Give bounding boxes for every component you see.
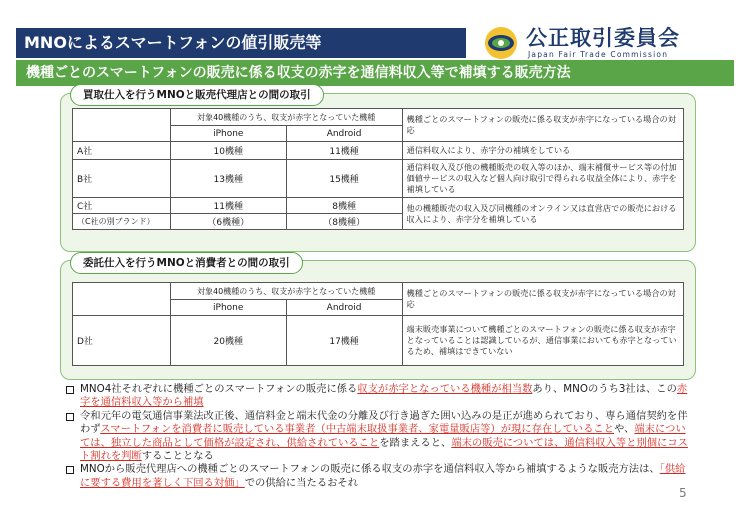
row-android: 11機種 (286, 142, 402, 160)
consignment-table (72, 282, 684, 366)
bullet-item (66, 410, 694, 464)
bullet-highlight: 端末の販売については、通信料収入等と別個にコスト割れを判断 (80, 436, 688, 463)
row-note: 他の機種販売の収入及び同機種のオンライン又は直営店での販売における収入により、赤字分を補填している (402, 198, 683, 230)
bullet-text: あり、MNOのうち3社は、この (532, 383, 677, 395)
row-iphone: 11機種 (170, 198, 286, 214)
bullet-highlight: 赤字を通信料収入等から補填 (80, 383, 688, 409)
row-name: D社 (73, 316, 171, 366)
bullet-highlight: 端末については、独立した商品として価格が設定され、供給されていること (80, 423, 686, 449)
square-bullet-icon (66, 386, 74, 394)
col-android-header: Android (286, 126, 402, 142)
square-bullet-icon (66, 413, 74, 421)
table-row (73, 160, 684, 198)
row-iphone: 20機種 (170, 316, 286, 366)
table-corner (73, 109, 171, 142)
row-note: 通信料収入により、赤字分の補填をしている (402, 142, 683, 160)
col-note-header: 機種ごとのスマートフォンの販売に係る収支が赤字になっている場合の対応 (402, 109, 683, 142)
page-number: 5 (679, 486, 687, 500)
jftc-logo (484, 22, 734, 62)
panel-consignment-tab: 委託仕入を行うMNOと消費者との間の取引 (70, 252, 303, 274)
bullet-item (66, 463, 694, 490)
bullet-text: 令和元年の電気通信事業法改正後、通信料金と端末代金の分離及び行き過ぎた囲い込みの是正が進められており、専ら通信契約を伴わず (80, 409, 688, 436)
table-corner (73, 283, 171, 316)
col-group-header: 対象40機種のうち、収支が赤字となっていた機種 (170, 109, 402, 126)
row-iphone: 10機種 (170, 142, 286, 160)
row-iphone: 13機種 (170, 160, 286, 198)
col-android-header: Android (286, 300, 402, 316)
bullet-text: することとなる (141, 450, 214, 463)
row-iphone: （6機種） (170, 214, 286, 230)
logo-title: 公正取引委員会 (526, 25, 680, 50)
row-android: 17機種 (286, 316, 402, 366)
row-android: （8機種） (286, 214, 402, 230)
row-android: 8機種 (286, 198, 402, 214)
col-iphone-header: iPhone (170, 126, 286, 142)
bullet-text: を踏まえると、 (379, 436, 452, 449)
col-note-header: 機種ごとのスマートフォンの販売に係る収支が赤字になっている場合の対応 (402, 283, 684, 316)
row-android: 15機種 (286, 160, 402, 198)
bullet-highlight: 収支が赤字となっている機種が相当数 (357, 383, 533, 395)
bullet-text: での供給に当たるおそれ (244, 476, 359, 489)
row-name: （C社の別ブランド） (73, 214, 171, 230)
bullet-highlight: スマートフォンを消費者に販売している事業者（中古端末取扱事業者、家電量販店等）が現に存在していること (100, 423, 614, 436)
col-iphone-header: iPhone (170, 300, 286, 316)
row-name: B社 (73, 160, 171, 198)
row-name: A社 (73, 142, 171, 160)
section-banner: 機種ごとのスマートフォンの販売に係る収支の赤字を通信料収入等で補填する販売方法 (16, 60, 734, 86)
logo-subtitle: Japan Fair Trade Commission (528, 50, 669, 59)
panel-purchase-tab: 買取仕入を行うMNOと販売代理店との間の取引 (70, 84, 324, 106)
bullet-text: MNOから販売代理店への機種ごとのスマートフォンの販売に係る収支の赤字を通信料収入等から補填するような販売方法は、 (80, 463, 660, 476)
square-bullet-icon (66, 466, 74, 474)
jftc-emblem-icon (484, 26, 518, 60)
purchase-table (72, 108, 684, 230)
bullet-text: や、 (614, 423, 635, 436)
bullet-highlight: 「供給に要する費用を著しく下回る対価」 (80, 463, 686, 489)
page-title: MNOによるスマートフォンの値引販売等 (16, 28, 466, 58)
bullet-item (66, 383, 694, 410)
row-name: C社 (73, 198, 171, 214)
row-note: 端末販売事業について機種ごとのスマートフォンの販売に係る収支が赤字となっていることは認識しているが、通信事業においても赤字となっているため、補填はできていない (402, 316, 684, 366)
summary-bullets (66, 383, 694, 490)
bullet-text: MNO4社それぞれに機種ごとのスマートフォンの販売に係る (80, 383, 358, 395)
table-row (73, 142, 684, 160)
col-group-header: 対象40機種のうち、収支が赤字となっていた機種 (170, 283, 402, 300)
row-note: 通信料収入及び他の機種販売の収入等のほか、端末補償サービス等の付加価値サービスの収入など個人向け取引で得られる収益全体により、赤字を補填している (402, 160, 683, 198)
table-row (73, 316, 684, 366)
table-row (73, 198, 684, 214)
